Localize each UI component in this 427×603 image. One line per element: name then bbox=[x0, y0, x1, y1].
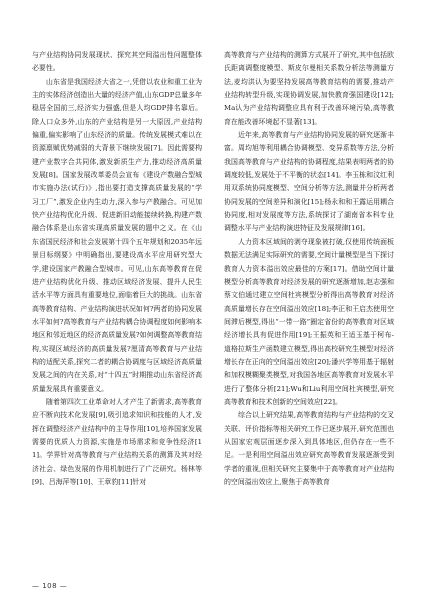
page-number: — 108 — bbox=[32, 582, 68, 590]
left-column bbox=[32, 49, 202, 489]
paragraph: 与产业结构协同发展现状、探究其空间溢出性问题整体必要性。 bbox=[32, 51, 202, 73]
paragraph: 随着第四次工业革命对人才产生了新需求,高等教育应不断向技术化发展[9],吸引追求知识和技能的人才,发挥在调整经济产业结构中的主导作用[10],培养国家发展需要的优质人力资源,实施是市场需求和竞争性经济[11]。学界针对高等教育与产业结构关系的测算及其对经济社会、绿色发展的作用机制进行了广泛研究。杨林等[9]、吕海萍等[10]、王章豹[11]针对 bbox=[32, 397, 202, 486]
paragraph: 高等教育与产业结构的测算方式展开了研究,其中包括欧氏距离调整度模型、斯皮尔曼相关系数分析法等测量方法,麦均洪认为要坚持发展高等教育结构的需要,推动产业结构转型升级,实现协调发展,加快教育强国建设[12];Ma认为产业结构调整应具有利于改善环境污染,高等教育在能改善环境起不显著[13]。 bbox=[224, 51, 394, 126]
paragraph: 山东省是我国经济大省之一,凭借以农业和重工业为主的实体经济创造出大量的经济产值,山东GDP总量多年稳居全国前三,经济实力强盛,但是人均GDP排名靠后。除人口众多外,山东的产业结构是另一大原因,产业结构偏重,偏实影响了山东经济的质量。传统发展模式难以在资源禀赋优势减弱的大背景下继续发展[7]。因此需要构建产业数字合共同体,激发新质生产力,推动经济高质量发展[8]。国家发展改革委员会宣布《建设产数融合型城市实施办法(试行)》,指出要打造支撑高质量发展的“学习工厂”,激发企业内生动力,深入参与产教融合。可见加快产业结构优化升级、促进新旧动能接续转换,构建产数融合体系是山东省实现高质量发展的题中之义。在《山东省国民经济和社会发展第十四个五年规划和2035年远景目标纲要》中明确指出,要建设高水平应用研究型大学,建设国家产教融合型城市。可见,山东高等教育在促进产业结构优化升级、推动区域经济发展、提升人民生活水平等方面具有重要地位,面临着巨大的挑战。山东省高等教育结构、产业结构演进状况如何?两者的协同发展水平如何?高等教育与产业结构耦合协调程度如何影响本地区和邻近地区的经济高质量发展?如何调整高等教育结构,实现区域经济的高质量发展?厘清高等教育与产业结构的适配关系,探究二者的耦合协调度与区域经济高质量发展之间的内在关系,对“十四五”时期推动山东省经济高质量发展具有重要意义。 bbox=[32, 77, 202, 393]
right-column bbox=[224, 49, 394, 489]
paragraph: 人力资本区域间的剥夺现象被打破,仅使用传统面板数据无法满足实际研究的需要,空间计量模型是当下探讨教育人力资本溢出效应最佳的方案[17]。借助空间计量模型分析高等教育对经济发展的研究逐渐增加,赵志强和蔡文伯通过建立空间杜宾模型分析得出高等教育对经济高质量增长存在空间溢出效应[18];李正和王启杰使用空间滞后模型,得出“一带一路”圈定省份的高等教育对区域经济增长具有促进作用[19];王振英和王适玉基于柯布-道格拉斯生产函数建立模型,得出高校研究生模型对经济增长存在正向的空间溢出效应[20];潘兴学等用基于辐射和加权模糊聚类模型,对我国各地区高等教育对发展水平进行了整体分析[21];Wu和Liu利用空间杜宾模型,研究高等教育和技术创新的空间效应[22]。 bbox=[224, 237, 394, 406]
paragraph: 综合以上研究结果,高等教育结构与产业结构的交叉关联、评价指标等相关研究工作已逐步展开,研究范围也从国家宏观层面逐步深入到具体地区,但仍存在一些不足。一是利用空间溢出效应研究高等教育发展逐渐受到学者的重视,但相关研究主要集中于高等教育对产业结构的空间溢出效应上,聚焦于高等教育 bbox=[224, 411, 394, 486]
paragraph: 近年来,高等教育与产业结构协同发展的研究逐渐丰富。周均旭等利用耦合协调模型、变异系数等方法,分析我国高等教育与产业结构的协调程度,结果表明两者的协调度较低,发展处于不平衡的状态[14]。李玉栋和汶红利用双系统协同度模型、空间分析等方法,测量并分析两者协同发展的空间差异和演化[15];杨永和和王露运用耦合协同度,相对发展度等方法,系统探讨了湖南省本科专业调整水平与产业结构演进特征及发展规律[16]。 bbox=[224, 131, 394, 233]
